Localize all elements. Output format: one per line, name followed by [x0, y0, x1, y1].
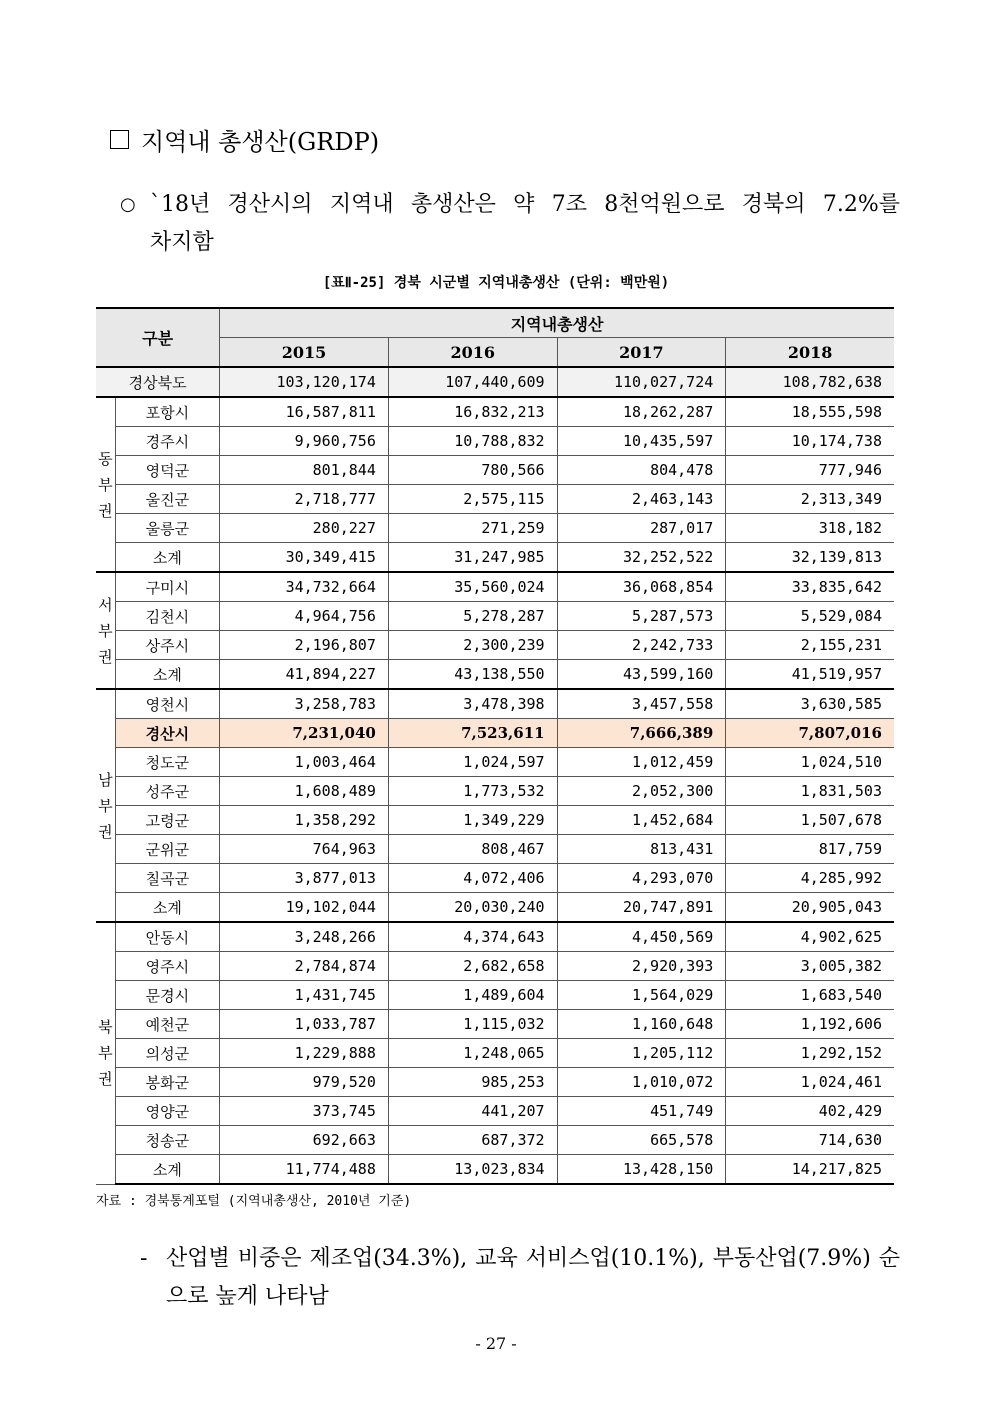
value-cell: 110,027,724	[557, 367, 726, 397]
value-cell: 36,068,854	[557, 572, 726, 602]
region-label-cell: 남 부 권	[96, 689, 115, 922]
value-cell: 1,608,489	[220, 777, 389, 806]
value-cell: 19,102,044	[220, 893, 389, 923]
value-cell: 10,174,738	[726, 427, 894, 456]
value-cell: 1,773,532	[388, 777, 557, 806]
row-name-cell: 소계	[115, 660, 220, 690]
value-cell: 1,160,648	[557, 1010, 726, 1039]
value-cell: 16,587,811	[220, 397, 389, 427]
value-cell: 4,293,070	[557, 864, 726, 893]
row-name-cell: 경주시	[115, 427, 220, 456]
value-cell: 780,566	[388, 456, 557, 485]
value-cell: 2,242,733	[557, 631, 726, 660]
value-cell: 16,832,213	[388, 397, 557, 427]
row-name-cell: 소계	[115, 543, 220, 573]
value-cell: 692,663	[220, 1126, 389, 1155]
value-cell: 13,023,834	[388, 1155, 557, 1185]
value-cell: 979,520	[220, 1068, 389, 1097]
table-row	[96, 456, 894, 485]
table-row	[96, 893, 894, 923]
value-cell: 2,196,807	[220, 631, 389, 660]
value-cell: 817,759	[726, 835, 894, 864]
table-source: 자료 : 경북통계포털 (지역내총생산, 2010년 기준)	[96, 1194, 412, 1209]
row-name-cell: 군위군	[115, 835, 220, 864]
industry-bullet	[140, 1240, 900, 1316]
header-group-cell: 구분	[96, 308, 220, 367]
summary-line-2: 차지함	[150, 230, 214, 255]
table-row	[96, 1010, 894, 1039]
section-title-text: 지역내 총생산(GRDP)	[141, 128, 380, 156]
value-cell: 1,024,510	[726, 748, 894, 777]
value-cell: 1,033,787	[220, 1010, 389, 1039]
row-name-cell: 영양군	[115, 1097, 220, 1126]
value-cell: 3,457,558	[557, 689, 726, 719]
row-name-cell: 칠곡군	[115, 864, 220, 893]
value-cell: 108,782,638	[726, 367, 894, 397]
table-row	[96, 689, 894, 719]
value-cell: 4,285,992	[726, 864, 894, 893]
value-cell: 41,519,957	[726, 660, 894, 690]
value-cell: 5,287,573	[557, 602, 726, 631]
summary-line-1: `18년 경산시의 지역내 총생산은 약 7조 8천억원으로 경북의 7.2%를	[150, 192, 900, 217]
value-cell: 1,831,503	[726, 777, 894, 806]
value-cell: 1,431,745	[220, 981, 389, 1010]
value-cell: 1,349,229	[388, 806, 557, 835]
value-cell: 14,217,825	[726, 1155, 894, 1185]
value-cell: 3,478,398	[388, 689, 557, 719]
table-caption: [표Ⅱ-25] 경북 시군별 지역내총생산 (단위: 백만원)	[322, 275, 670, 291]
value-cell: 13,428,150	[557, 1155, 726, 1185]
value-cell: 2,052,300	[557, 777, 726, 806]
row-name-cell: 울릉군	[115, 514, 220, 543]
value-cell: 1,489,604	[388, 981, 557, 1010]
value-cell: 777,946	[726, 456, 894, 485]
row-name-cell: 영천시	[115, 689, 220, 719]
row-name-cell: 상주시	[115, 631, 220, 660]
value-cell: 2,784,874	[220, 952, 389, 981]
value-cell: 3,005,382	[726, 952, 894, 981]
value-cell: 7,666,389	[557, 719, 726, 748]
value-cell: 3,877,013	[220, 864, 389, 893]
value-cell: 1,248,065	[388, 1039, 557, 1068]
value-cell: 2,920,393	[557, 952, 726, 981]
value-cell: 35,560,024	[388, 572, 557, 602]
table-row	[96, 397, 894, 427]
value-cell: 1,024,461	[726, 1068, 894, 1097]
value-cell: 1,564,029	[557, 981, 726, 1010]
value-cell: 687,372	[388, 1126, 557, 1155]
row-name-cell: 경상북도	[96, 367, 220, 397]
value-cell: 1,115,032	[388, 1010, 557, 1039]
value-cell: 813,431	[557, 835, 726, 864]
row-name-cell: 경산시	[115, 719, 220, 748]
value-cell: 1,358,292	[220, 806, 389, 835]
value-cell: 1,192,606	[726, 1010, 894, 1039]
value-cell: 18,555,598	[726, 397, 894, 427]
value-cell: 30,349,415	[220, 543, 389, 573]
value-cell: 1,292,152	[726, 1039, 894, 1068]
region-label-cell: 서 부 권	[96, 572, 115, 689]
row-name-cell: 청도군	[115, 748, 220, 777]
value-cell: 41,894,227	[220, 660, 389, 690]
value-cell: 764,963	[220, 835, 389, 864]
value-cell: 1,205,112	[557, 1039, 726, 1068]
value-cell: 1,683,540	[726, 981, 894, 1010]
dash-bullet-icon: -	[140, 1246, 148, 1271]
section-title	[110, 122, 379, 157]
value-cell: 33,835,642	[726, 572, 894, 602]
header-span-cell: 지역내총생산	[220, 308, 894, 338]
grdp-table	[96, 307, 894, 1185]
table-row	[96, 1155, 894, 1185]
industry-line-2: 으로 높게 나타남	[166, 1284, 329, 1309]
value-cell: 1,452,684	[557, 806, 726, 835]
value-cell: 985,253	[388, 1068, 557, 1097]
table-row	[96, 835, 894, 864]
value-cell: 287,017	[557, 514, 726, 543]
table-row	[96, 543, 894, 573]
value-cell: 18,262,287	[557, 397, 726, 427]
row-name-cell: 고령군	[115, 806, 220, 835]
value-cell: 32,252,522	[557, 543, 726, 573]
row-name-cell: 안동시	[115, 922, 220, 952]
value-cell: 1,010,072	[557, 1068, 726, 1097]
value-cell: 271,259	[388, 514, 557, 543]
table-row	[96, 1126, 894, 1155]
value-cell: 3,630,585	[726, 689, 894, 719]
value-cell: 7,231,040	[220, 719, 389, 748]
value-cell: 4,450,569	[557, 922, 726, 952]
value-cell: 373,745	[220, 1097, 389, 1126]
table-row	[96, 514, 894, 543]
value-cell: 4,072,406	[388, 864, 557, 893]
row-name-cell: 소계	[115, 893, 220, 923]
value-cell: 4,902,625	[726, 922, 894, 952]
value-cell: 11,774,488	[220, 1155, 389, 1185]
year-header-cell: 2016	[388, 338, 557, 368]
table-row	[96, 1068, 894, 1097]
table-row	[96, 367, 894, 397]
value-cell: 451,749	[557, 1097, 726, 1126]
region-label-cell: 북 부 권	[96, 922, 115, 1184]
table-row	[96, 922, 894, 952]
table-row	[96, 631, 894, 660]
row-name-cell: 예천군	[115, 1010, 220, 1039]
value-cell: 801,844	[220, 456, 389, 485]
table-row	[96, 981, 894, 1010]
value-cell: 1,012,459	[557, 748, 726, 777]
table-row	[96, 777, 894, 806]
value-cell: 9,960,756	[220, 427, 389, 456]
value-cell: 31,247,985	[388, 543, 557, 573]
row-name-cell: 의성군	[115, 1039, 220, 1068]
row-name-cell: 포항시	[115, 397, 220, 427]
table-row	[96, 485, 894, 514]
value-cell: 32,139,813	[726, 543, 894, 573]
table-row	[96, 660, 894, 690]
row-name-cell: 성주군	[115, 777, 220, 806]
page-number: - 27 -	[475, 1334, 517, 1353]
value-cell: 10,435,597	[557, 427, 726, 456]
region-label-cell: 동 부 권	[96, 397, 115, 572]
table-row	[96, 1097, 894, 1126]
table-row	[96, 602, 894, 631]
table-row	[96, 427, 894, 456]
row-name-cell: 구미시	[115, 572, 220, 602]
value-cell: 3,248,266	[220, 922, 389, 952]
year-header-cell: 2015	[220, 338, 389, 368]
table-row	[96, 719, 894, 748]
value-cell: 103,120,174	[220, 367, 389, 397]
value-cell: 1,507,678	[726, 806, 894, 835]
value-cell: 20,905,043	[726, 893, 894, 923]
value-cell: 4,374,643	[388, 922, 557, 952]
value-cell: 107,440,609	[388, 367, 557, 397]
year-header-cell: 2018	[726, 338, 894, 368]
value-cell: 1,024,597	[388, 748, 557, 777]
value-cell: 2,463,143	[557, 485, 726, 514]
value-cell: 714,630	[726, 1126, 894, 1155]
row-name-cell: 청송군	[115, 1126, 220, 1155]
value-cell: 20,747,891	[557, 893, 726, 923]
table-row	[96, 952, 894, 981]
table-row	[96, 1039, 894, 1068]
value-cell: 43,599,160	[557, 660, 726, 690]
value-cell: 10,788,832	[388, 427, 557, 456]
value-cell: 2,718,777	[220, 485, 389, 514]
value-cell: 808,467	[388, 835, 557, 864]
value-cell: 665,578	[557, 1126, 726, 1155]
row-name-cell: 울진군	[115, 485, 220, 514]
value-cell: 7,523,611	[388, 719, 557, 748]
value-cell: 2,155,231	[726, 631, 894, 660]
table-row	[96, 748, 894, 777]
circle-bullet-icon: ○	[120, 194, 136, 215]
row-name-cell: 영주시	[115, 952, 220, 981]
value-cell: 34,732,664	[220, 572, 389, 602]
row-name-cell: 문경시	[115, 981, 220, 1010]
value-cell: 441,207	[388, 1097, 557, 1126]
value-cell: 2,682,658	[388, 952, 557, 981]
value-cell: 3,258,783	[220, 689, 389, 719]
industry-line-1: 산업별 비중은 제조업(34.3%), 교육 서비스업(10.1%), 부동산업(7.9%) 순	[166, 1246, 900, 1271]
value-cell: 2,300,239	[388, 631, 557, 660]
header-row	[96, 308, 894, 338]
value-cell: 280,227	[220, 514, 389, 543]
table-row	[96, 572, 894, 602]
value-cell: 318,182	[726, 514, 894, 543]
value-cell: 7,807,016	[726, 719, 894, 748]
row-name-cell: 영덕군	[115, 456, 220, 485]
row-name-cell: 소계	[115, 1155, 220, 1185]
value-cell: 4,964,756	[220, 602, 389, 631]
value-cell: 1,003,464	[220, 748, 389, 777]
value-cell: 804,478	[557, 456, 726, 485]
checkbox-icon	[110, 130, 129, 149]
table-row	[96, 806, 894, 835]
value-cell: 2,313,349	[726, 485, 894, 514]
value-cell: 20,030,240	[388, 893, 557, 923]
value-cell: 5,529,084	[726, 602, 894, 631]
value-cell: 402,429	[726, 1097, 894, 1126]
value-cell: 5,278,287	[388, 602, 557, 631]
summary-bullet	[120, 186, 900, 262]
value-cell: 43,138,550	[388, 660, 557, 690]
value-cell: 2,575,115	[388, 485, 557, 514]
row-name-cell: 김천시	[115, 602, 220, 631]
table-row	[96, 864, 894, 893]
year-header-cell: 2017	[557, 338, 726, 368]
value-cell: 1,229,888	[220, 1039, 389, 1068]
row-name-cell: 봉화군	[115, 1068, 220, 1097]
